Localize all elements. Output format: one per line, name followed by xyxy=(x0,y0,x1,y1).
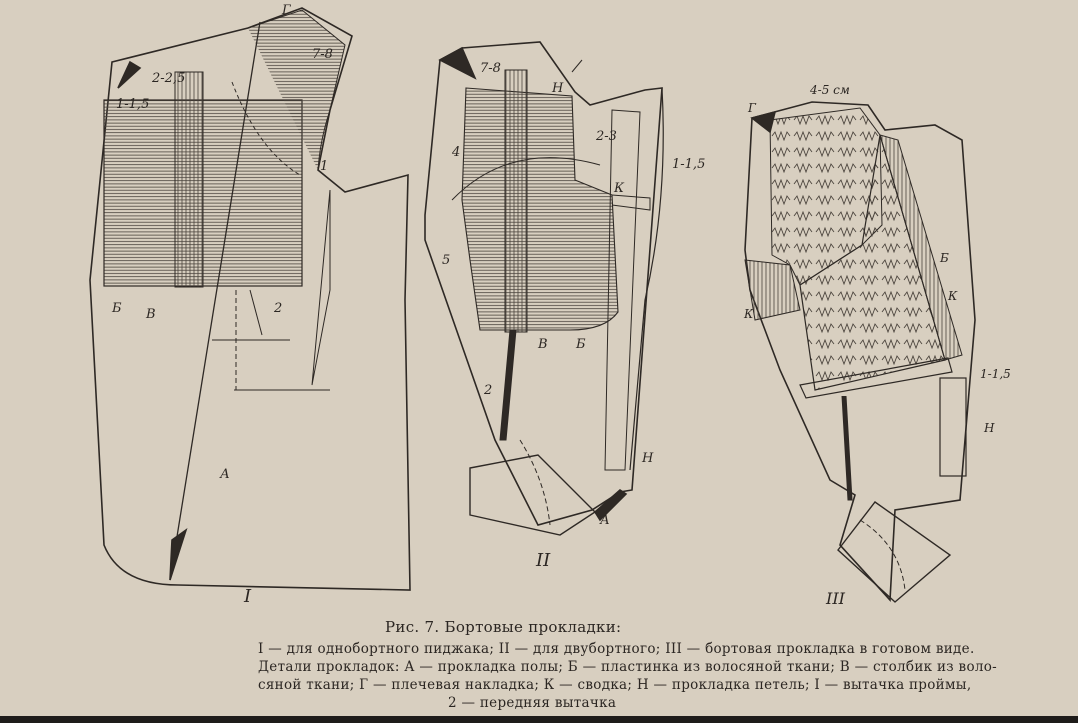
fig2-label-n-top: Н xyxy=(552,81,564,96)
fig1-label-v: В xyxy=(146,307,156,322)
fig3-label-k-right: К xyxy=(948,289,958,303)
caption-line-1: I — для однобортного пиджака; II — для двубортного; III — бортовая прокладка в готовом виде. xyxy=(258,641,975,657)
fig3-label-4-5sm: 4-5 см xyxy=(810,83,850,97)
fig2-label-b: Б xyxy=(576,337,586,352)
fig1-label-b: Б xyxy=(112,301,122,316)
fig2-label-k: К xyxy=(614,181,625,196)
fig3-label-1-15: 1-1,5 xyxy=(980,367,1011,381)
figure-2-drawing xyxy=(425,42,663,535)
fig2-label-v: В xyxy=(538,337,548,352)
fig2-label-7-8: 7-8 xyxy=(480,61,501,76)
fig3-label-g: Г xyxy=(748,101,756,115)
fig1-label-7-8: 7-8 xyxy=(312,47,333,62)
fig2-label-5: 5 xyxy=(442,253,451,268)
fig2-label-1-15: 1-1,5 xyxy=(672,157,706,172)
fig2-label-a: А xyxy=(600,513,610,528)
bottom-edge-bar xyxy=(0,716,1078,723)
fig2-label-4: 4 xyxy=(452,145,461,160)
caption-line-3: сяной ткани; Г — плечевая накладка; К — сводка; Н — прокладка петель; I — вытачка проймы, xyxy=(258,677,972,693)
fig1-label-g: Г xyxy=(282,3,291,18)
figure-1-numeral: I xyxy=(244,586,252,607)
fig1-label-2-25: 2-2,5 xyxy=(152,71,186,86)
fig2-label-n: Н xyxy=(642,451,654,466)
fig1-label-2: 2 xyxy=(274,301,283,316)
caption-line-2: Детали прокладок: А — прокладка полы; Б — пластинка из волосяной ткани; В — столбик из воло- xyxy=(258,659,998,675)
fig3-label-k-left: К xyxy=(744,307,754,321)
fig3-label-b: Б xyxy=(940,251,949,265)
figure-3-drawing xyxy=(745,102,975,602)
figure-1-drawing xyxy=(90,8,410,590)
fig3-label-n: Н xyxy=(984,421,995,435)
fig2-label-2: 2 xyxy=(484,383,493,398)
fig1-label-a: А xyxy=(220,467,230,482)
fig1-label-1-15: 1-1,5 xyxy=(116,97,150,112)
fig1-label-1: 1 xyxy=(320,159,329,174)
caption-title: Рис. 7. Бортовые прокладки: xyxy=(385,618,622,636)
fig2-label-2-3: 2-3 xyxy=(596,129,617,144)
figure-2-numeral: II xyxy=(536,550,551,571)
figure-3-numeral: III xyxy=(826,589,845,608)
caption-line-4: 2 — передняя вытачка xyxy=(448,695,617,711)
